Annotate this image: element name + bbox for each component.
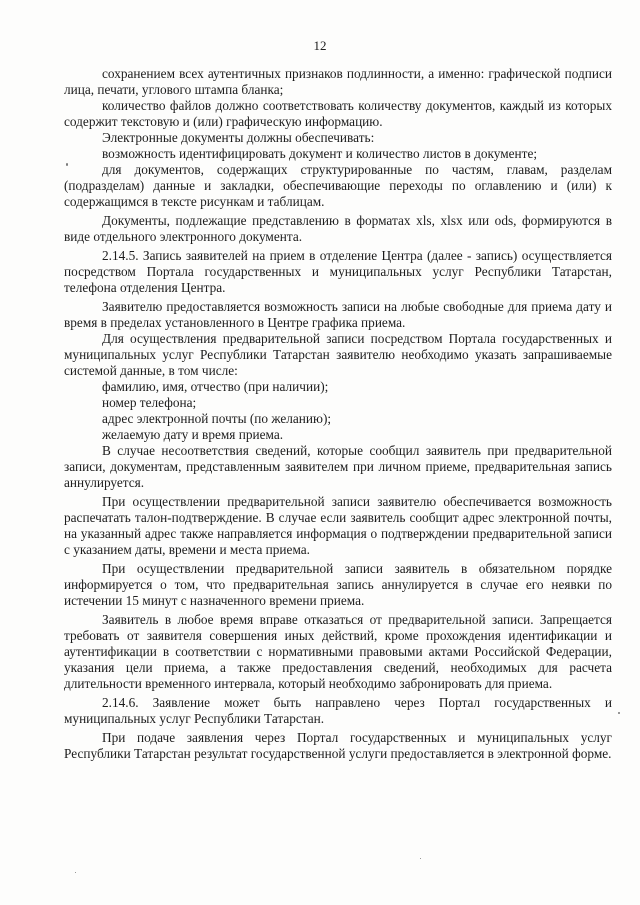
paragraph: 2.14.5. Запись заявителей на прием в отделение Центра (далее - запись) осуществляется посредством Портала государственных и муниципальных услуг Республики Татарстан, телефона отделения Центра. bbox=[64, 248, 612, 295]
paragraph: количество файлов должно соответствовать количеству документов, каждый из которых содержит текстовую и (или) графическую информацию. bbox=[64, 98, 612, 129]
paragraph: При осуществлении предварительной записи заявителю обеспечивается возможность распечатать талон-подтверждение. В случае если заявитель сообщит адрес электронной почты, на указанный адрес также направляется информация о подтверждении предварительной записи с указанием даты, времени и места приема. bbox=[64, 494, 612, 557]
paragraph: Электронные документы должны обеспечивать: bbox=[102, 130, 375, 145]
scan-speck bbox=[66, 163, 68, 166]
paragraph: Заявителю предоставляется возможность записи на любые свободные для приема дату и время в пределах установленного в Центре графика приема. bbox=[64, 299, 612, 330]
list-item: желаемую дату и время приема. bbox=[102, 427, 284, 442]
scan-speck bbox=[420, 858, 421, 859]
document-body bbox=[64, 66, 612, 762]
paragraph: возможность идентифицировать документ и количество листов в документе; bbox=[102, 146, 538, 161]
paragraph: сохранением всех аутентичных признаков подлинности, а именно: графической подписи лица, печати, углового штампа бланка; bbox=[64, 66, 612, 97]
paragraph: В случае несоответствия сведений, которые сообщил заявитель при предварительной записи, документам, представленным заявителем при личном приеме, предварительная запись аннулируется. bbox=[64, 443, 612, 490]
paragraph: 2.14.6. Заявление может быть направлено через Портал государственных и муниципальных услуг Республики Татарстан. bbox=[64, 695, 612, 726]
paragraph: При подаче заявления через Портал государственных и муниципальных услуг Республики Татарстан результат государственной услуги предоставляется в электронной форме. bbox=[64, 730, 612, 761]
paragraph: Для осуществления предварительной записи посредством Портала государственных и муниципальных услуг Республики Татарстан заявителю необходимо указать запрашиваемые системой данные, в том числе: bbox=[64, 331, 612, 378]
paragraph: При осуществлении предварительной записи заявитель в обязательном порядке информируется о том, что предварительная запись аннулируется в случае его неявки по истечении 15 минут с назначенного времени приема. bbox=[64, 561, 612, 608]
page-number: 12 bbox=[313, 38, 327, 53]
list-item: адрес электронной почты (по желанию); bbox=[102, 411, 332, 426]
paragraph: Заявитель в любое время вправе отказаться от предварительной записи. Запрещается требовать от заявителя совершения иных действий, кроме прохождения идентификации и аутентификации в соответствии с нормативными правовыми актами Российской Федерации, указания цели приема, а также предоставления сведений, необходимых для расчета длительности временного интервала, который необходимо забронировать для приема. bbox=[64, 612, 612, 691]
paragraph: Документы, подлежащие представлению в форматах xls, xlsx или ods, формируются в виде отдельного электронного документа. bbox=[64, 213, 612, 244]
list-item: номер телефона; bbox=[102, 395, 197, 410]
list-item: фамилию, имя, отчество (при наличии); bbox=[102, 379, 329, 394]
scan-speck bbox=[75, 872, 76, 873]
paragraph: для документов, содержащих структурированные по частям, главам, разделам (подразделам) данные и закладки, обеспечивающие переходы по оглавлению и (или) к содержащимся в тексте рисункам и таблицам. bbox=[64, 162, 612, 209]
scan-speck bbox=[618, 712, 620, 714]
